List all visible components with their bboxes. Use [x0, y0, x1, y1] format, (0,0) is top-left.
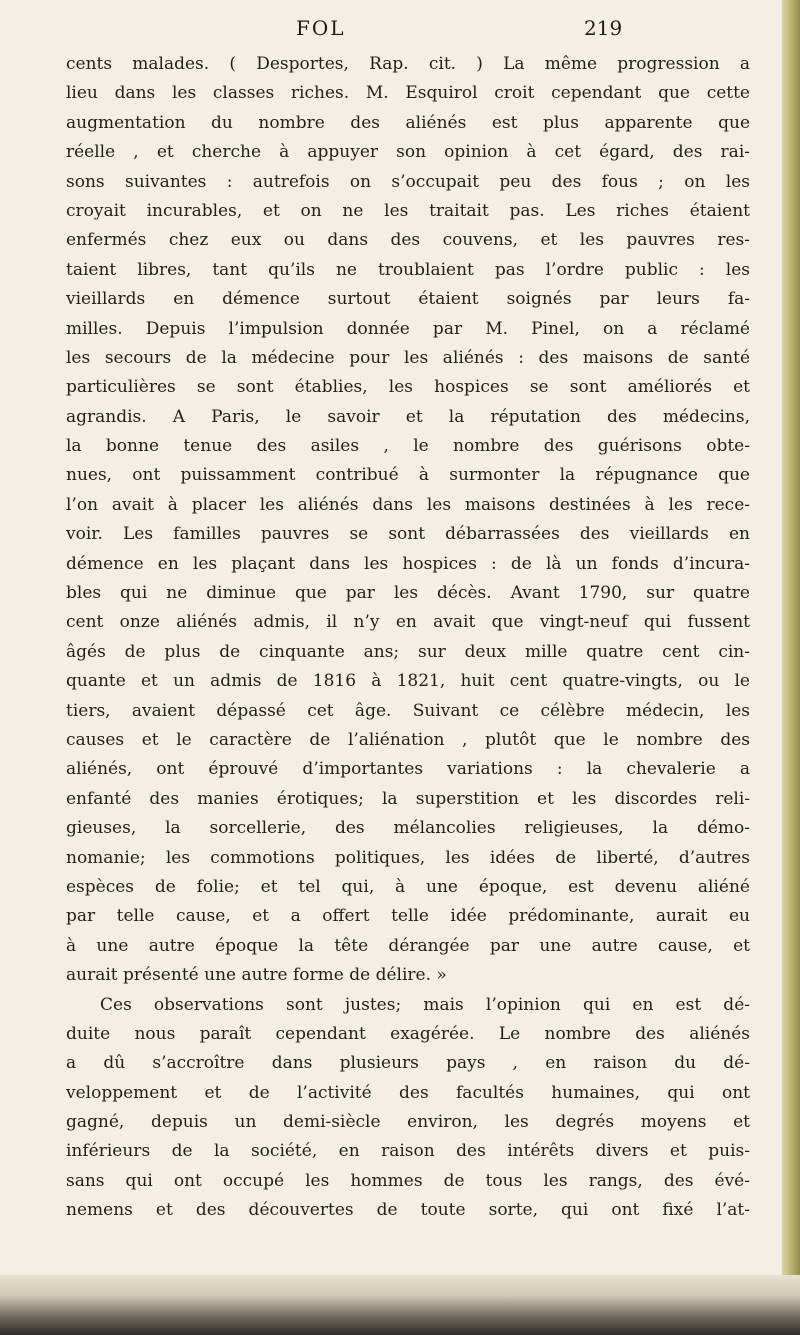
page-header: [0, 16, 782, 46]
text-line: sans qui ont occupé les hommes de tous les rangs, des évé-: [66, 1170, 750, 1191]
text-line: enfermés chez eux ou dans des couvens, et les pauvres res-: [66, 230, 750, 251]
text-line: aurait présenté une autre forme de délire. »: [66, 965, 447, 986]
text-line: par telle cause, et a offert telle idée prédominante, aurait eu: [66, 906, 750, 927]
paragraph-1: [66, 50, 750, 991]
text-line: gagné, depuis un demi-siècle environ, les degrés moyens et: [66, 1112, 750, 1133]
text-line: voir. Les familles pauvres se sont débarrassées des vieillards en: [66, 524, 750, 545]
text-line: causes et le caractère de l’aliénation , plutôt que le nombre des: [66, 729, 750, 750]
text-line: gieuses, la sorcellerie, des mélancolies religieuses, la démo-: [66, 818, 750, 839]
text-line: milles. Depuis l’impulsion donnée par M. Pinel, on a réclamé: [66, 318, 750, 339]
text-line: à une autre époque la tête dérangée par une autre cause, et: [66, 935, 750, 956]
text-line: cent onze aliénés admis, il n’y en avait que vingt-neuf qui fussent: [66, 612, 750, 633]
text-line: duite nous paraît cependant exagérée. Le nombre des aliénés: [66, 1023, 750, 1044]
text-line: démence en les plaçant dans les hospices : de là un fonds d’incura-: [66, 553, 750, 574]
text-line: aliénés, ont éprouvé d’importantes variations : la chevalerie a: [66, 759, 750, 780]
text-line: taient libres, tant qu’ils ne troublaient pas l’ordre public : les: [66, 259, 750, 280]
text-line: réelle , et cherche à appuyer son opinion à cet égard, des rai-: [66, 142, 750, 163]
text-line: nemens et des découvertes de toute sorte, qui ont fixé l’at-: [66, 1200, 750, 1221]
text-line: Ces observations sont justes; mais l’opinion qui en est dé-: [100, 994, 750, 1015]
scan-bottom-edge: [0, 1275, 800, 1335]
text-line: quante et un admis de 1816 à 1821, huit cent quatre-vingts, ou le: [66, 671, 750, 692]
text-line: particulières se sont établies, les hospices se sont améliorés et: [66, 377, 750, 398]
text-line: inférieurs de la société, en raison des intérêts divers et puis-: [66, 1141, 750, 1162]
page-number: 219: [584, 16, 623, 40]
text-line: nues, ont puissamment contribué à surmonter la répugnance que: [66, 465, 750, 486]
text-line: agrandis. A Paris, le savoir et la réputation des médecins,: [66, 406, 750, 427]
text-line: cents malades. ( Desportes, Rap. cit. ) La même progression a: [66, 54, 750, 74]
text-line: tiers, avaient dépassé cet âge. Suivant ce célèbre médecin, les: [66, 700, 750, 721]
text-line: sons suivantes : autrefois on s’occupait peu des fous ; on les: [66, 171, 750, 192]
paragraph-2: [66, 991, 750, 1226]
text-line: l’on avait à placer les aliénés dans les maisons destinées à les rece-: [66, 494, 750, 515]
text-line: nomanie; les commotions politiques, les idées de liberté, d’autres: [66, 847, 750, 868]
body-text: [66, 50, 750, 1226]
text-line: croyait incurables, et on ne les traitait pas. Les riches étaient: [66, 200, 750, 221]
text-line: enfanté des manies érotiques; la superstition et les discordes reli-: [66, 788, 750, 809]
page-edge: [782, 0, 800, 1335]
text-line: lieu dans les classes riches. M. Esquirol croit cependant que cette: [66, 83, 750, 104]
running-head: FOL: [296, 16, 346, 40]
text-line: a dû s’accroître dans plusieurs pays , en raison du dé-: [66, 1053, 750, 1074]
text-line: espèces de folie; et tel qui, à une époque, est devenu aliéné: [66, 876, 750, 897]
text-line: veloppement et de l’activité des facultés humaines, qui ont: [66, 1082, 750, 1103]
text-line: augmentation du nombre des aliénés est plus apparente que: [66, 112, 750, 133]
text-line: âgés de plus de cinquante ans; sur deux mille quatre cent cin-: [66, 641, 750, 662]
text-line: vieillards en démence surtout étaient soignés par leurs fa-: [66, 289, 750, 310]
text-line: les secours de la médecine pour les aliénés : des maisons de santé: [66, 347, 750, 368]
text-line: la bonne tenue des asiles , le nombre des guérisons obte-: [66, 436, 750, 457]
text-line: bles qui ne diminue que par les décès. Avant 1790, sur quatre: [66, 583, 750, 604]
